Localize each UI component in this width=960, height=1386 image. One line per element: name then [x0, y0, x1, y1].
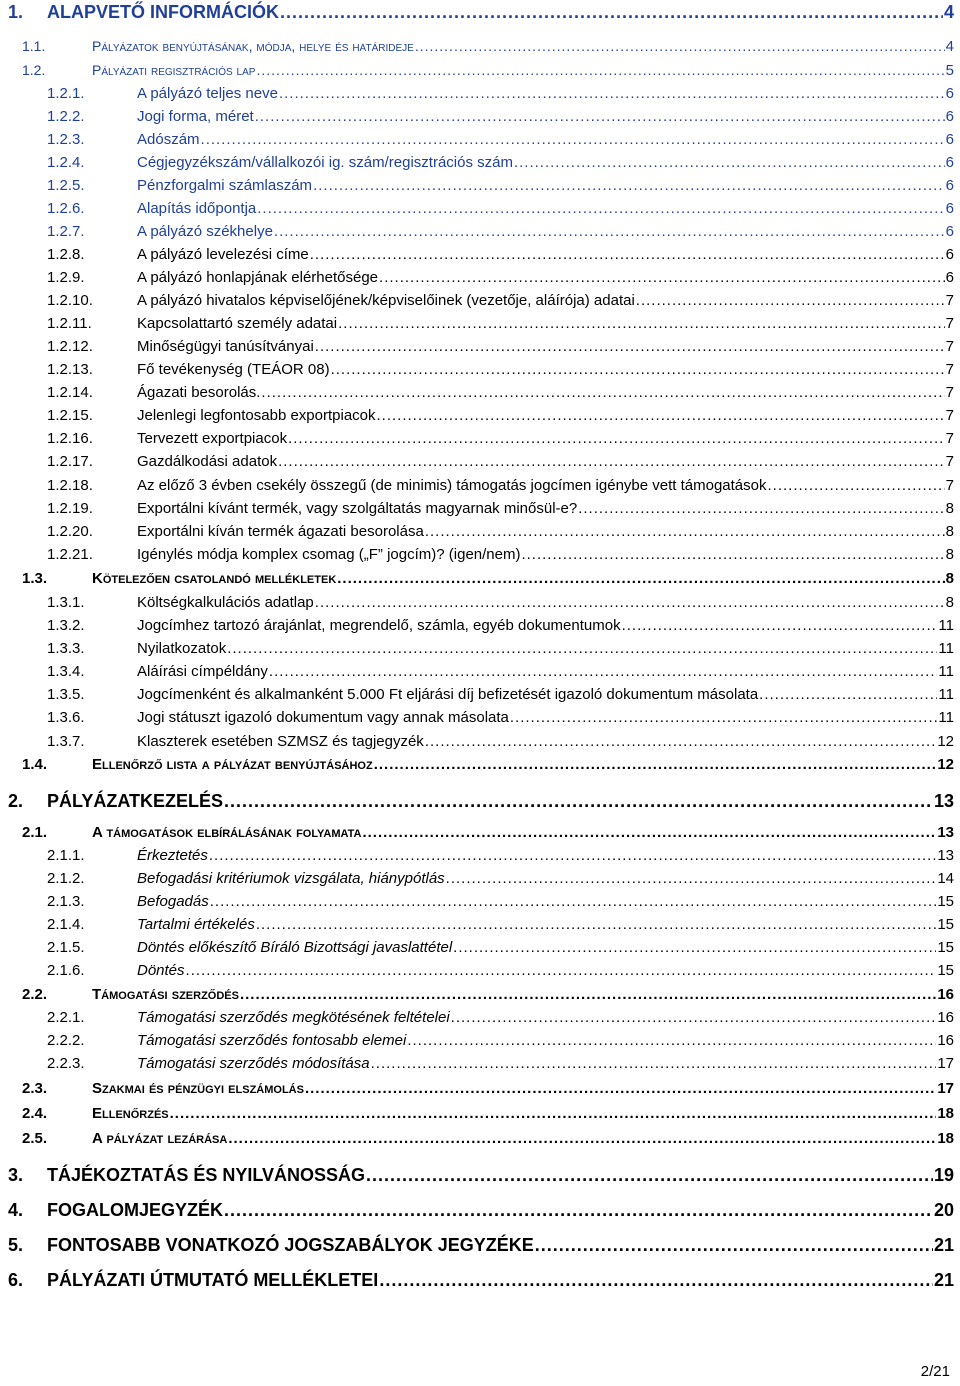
toc-entry[interactable] [0, 663, 960, 680]
toc-entry[interactable] [0, 1200, 960, 1221]
toc-entry-page: 16 [937, 1009, 954, 1026]
toc-entry-title: Ellenőrző lista a pályázat benyújtásához [92, 756, 373, 773]
toc-entry[interactable] [0, 824, 960, 841]
toc-entry-number: 1.2.21. [47, 546, 93, 563]
toc-entry-number: 2.2.3. [47, 1055, 85, 1072]
toc-entry-page: 6 [945, 246, 954, 263]
dot-leader [768, 477, 945, 494]
toc-entry-title: Érkeztetés [137, 847, 208, 864]
toc-entry-number: 1.2.15. [47, 407, 93, 424]
toc-entry-page: 7 [945, 384, 954, 401]
dot-leader [446, 870, 937, 887]
toc-entry-number: 1.2.5. [47, 177, 85, 194]
toc-entry[interactable] [0, 246, 960, 263]
toc-entry-title: Jogi státuszt igazoló dokumentum vagy annak másolata [137, 709, 509, 726]
dot-leader [269, 663, 938, 680]
toc-entry[interactable] [0, 361, 960, 378]
dot-leader [315, 338, 945, 355]
toc-entry[interactable] [0, 223, 960, 240]
dot-leader [256, 916, 936, 933]
toc-entry-number: 1.2.11. [47, 315, 92, 332]
toc-entry[interactable] [0, 640, 960, 657]
toc-entry[interactable] [0, 1009, 960, 1026]
toc-entry-title: Jogi forma, méret [137, 108, 254, 125]
toc-entry[interactable] [0, 154, 960, 171]
page-number: 2/21 [920, 1363, 950, 1380]
toc-entry-number: 2.1.1. [47, 847, 85, 864]
toc-entry-page: 12 [937, 756, 954, 773]
toc-entry-page: 8 [945, 594, 954, 611]
toc-entry-page: 15 [937, 939, 954, 956]
toc-entry[interactable] [0, 1270, 960, 1291]
toc-entry-title: Pályázatok benyújtásának, módja, helye és határideje [92, 38, 414, 54]
toc-entry-page: 8 [945, 570, 954, 587]
toc-entry-title: Alapítás időpontja [137, 200, 257, 217]
dot-leader [622, 617, 938, 634]
toc-entry-title: Befogadás [137, 893, 209, 910]
dot-leader [407, 1032, 936, 1049]
toc-entry[interactable] [0, 477, 960, 494]
dot-leader [255, 108, 945, 125]
toc-entry[interactable] [0, 893, 960, 910]
toc-entry-number: 1.2.18. [47, 477, 93, 494]
toc-entry-page: 13 [933, 791, 954, 811]
toc-entry-number: 1.2.4. [47, 154, 85, 171]
toc-entry[interactable] [0, 62, 960, 79]
toc-entry[interactable] [0, 916, 960, 933]
toc-entry-page: 17 [937, 1080, 954, 1097]
toc-entry[interactable] [0, 131, 960, 148]
toc-entry-title: Ágazati besorolás. [137, 384, 261, 401]
dot-leader [288, 430, 945, 447]
toc-entry-page: 6 [945, 131, 954, 148]
toc-entry-title: PÁLYÁZATKEZELÉS [47, 791, 224, 811]
dot-leader [362, 824, 936, 841]
toc-entry[interactable] [0, 407, 960, 424]
toc-entry-number: 1.3.6. [47, 709, 85, 726]
dot-leader [371, 1055, 937, 1072]
toc-entry-number: 1.3.5. [47, 686, 85, 703]
toc-entry-page: 13 [937, 847, 954, 864]
toc-entry-title: Fő tevékenység (TEÁOR 08) [137, 361, 330, 378]
toc-entry-title: Exportálni kívánt termék, vagy szolgáltatás magyarnak minősül-e? [137, 500, 578, 517]
toc-entry-number: 1.4. [22, 756, 48, 773]
toc-entry-number: 3. [8, 1165, 24, 1185]
toc-entry[interactable] [0, 177, 960, 194]
toc-entry[interactable] [0, 986, 960, 1003]
toc-entry-number: 1.2.2. [47, 108, 85, 125]
dot-leader [759, 686, 937, 703]
toc-entry[interactable] [0, 1130, 960, 1147]
toc-entry-number: 1.3.7. [47, 733, 85, 750]
toc-entry-page: 16 [937, 986, 954, 1003]
toc-entry-number: 1.2.8. [47, 246, 85, 263]
dot-leader [510, 709, 938, 726]
toc-entry[interactable] [0, 269, 960, 286]
toc-entry-number: 1.2.6. [47, 200, 85, 217]
toc-entry-title: Exportálni kíván termék ágazati besorolása [137, 523, 424, 540]
toc-entry-page: 21 [933, 1235, 954, 1255]
toc-entry-number: 2.1.3. [47, 893, 85, 910]
toc-entry-number: 2.2.2. [47, 1032, 85, 1049]
toc-entry-number: 1.2.3. [47, 131, 85, 148]
toc-entry-page: 6 [945, 177, 954, 194]
toc-entry-page: 6 [945, 200, 954, 217]
dot-leader [377, 407, 945, 424]
toc-entry-number: 1.2.1. [47, 85, 85, 102]
dot-leader [514, 154, 945, 171]
toc-entry-title: A pályázó levelezési címe [137, 246, 309, 263]
toc-entry-page: 11 [938, 686, 954, 703]
dot-leader [453, 939, 936, 956]
toc-entry-title: Adószám [137, 131, 200, 148]
toc-entry[interactable] [0, 384, 960, 401]
dot-leader [201, 131, 945, 148]
toc-entry-page: 4 [943, 2, 954, 22]
toc-entry-page: 15 [937, 916, 954, 933]
toc-entry-page: 7 [945, 292, 954, 309]
dot-leader [280, 2, 943, 23]
toc-entry-page: 11 [938, 709, 954, 726]
toc-entry[interactable] [0, 709, 960, 726]
toc-entry-number: 1.3.1. [47, 594, 85, 611]
toc-entry-number: 2.1.2. [47, 870, 85, 887]
toc-entry-page: 7 [945, 361, 954, 378]
toc-entry-title: Tervezett exportpiacok [137, 430, 288, 447]
toc-entry[interactable] [0, 617, 960, 634]
dot-leader [256, 62, 944, 78]
toc-entry-title: TÁJÉKOZTATÁS ÉS NYILVÁNOSSÁG [47, 1165, 366, 1185]
toc-entry[interactable] [0, 847, 960, 864]
toc-entry-page: 6 [945, 85, 954, 102]
toc-entry-number: 2.1.4. [47, 916, 85, 933]
toc-entry[interactable] [0, 1080, 960, 1097]
toc-entry[interactable] [0, 108, 960, 125]
toc-entry-title: A pályázó honlapjának elérhetősége [137, 269, 379, 286]
toc-entry-number: 2.1.6. [47, 962, 85, 979]
toc-entry-title: Aláírási címpéldány [137, 663, 268, 680]
toc-entry[interactable] [0, 594, 960, 611]
dot-leader [224, 791, 933, 812]
toc-entry-number: 2.2. [22, 986, 48, 1003]
toc-entry-page: 21 [933, 1270, 954, 1290]
toc-entry-title: Szakmai és pénzügyi elszámolás [92, 1080, 304, 1097]
dot-leader [331, 361, 945, 378]
toc-entry[interactable] [0, 2, 960, 23]
dot-leader [186, 962, 937, 979]
toc-entry-title: Pénzforgalmi számlaszám [137, 177, 313, 194]
dot-leader [240, 986, 936, 1003]
dot-leader [379, 269, 945, 286]
dot-leader [337, 570, 944, 587]
dot-leader [315, 594, 945, 611]
toc-entry-title: Költségkalkulációs adatlap [137, 594, 314, 611]
toc-entry-page: 19 [933, 1165, 954, 1185]
toc-entry-number: 1.3. [22, 570, 48, 587]
toc-entry-title: A pályázó székhelye [137, 223, 273, 240]
toc-entry-number: 1.2.17. [47, 453, 93, 470]
toc-entry-page: 6 [945, 223, 954, 240]
toc-entry-number: 2.4. [22, 1105, 48, 1122]
toc-entry-title: Támogatási szerződés fontosabb elemei [137, 1032, 407, 1049]
toc-entry-title: Pályázati regisztrációs lap [92, 62, 256, 78]
toc-entry-page: 11 [938, 640, 954, 657]
toc-entry[interactable] [0, 200, 960, 217]
dot-leader [425, 733, 937, 750]
toc-entry-page: 6 [945, 154, 954, 171]
toc-entry-title: Befogadási kritériumok vizsgálata, hiánypótlás [137, 870, 445, 887]
toc-entry[interactable] [0, 870, 960, 887]
toc-entry-page: 7 [945, 407, 954, 424]
toc-entry-title: Jelenlegi legfontosabb exportpiacok [137, 407, 376, 424]
toc-entry-title: Jogcímenként és alkalmanként 5.000 Ft eljárási díj befizetését igazoló dokumentum másolata [137, 686, 759, 703]
toc-entry[interactable] [0, 733, 960, 750]
toc-entry-number: 1.2. [22, 62, 46, 78]
toc-entry[interactable] [0, 962, 960, 979]
dot-leader [313, 177, 945, 194]
dot-leader [366, 1165, 933, 1186]
toc-entry-number: 1.2.19. [47, 500, 93, 517]
toc-entry-page: 7 [945, 430, 954, 447]
toc-entry-title: Nyilatkozatok [137, 640, 227, 657]
toc-entry-number: 5. [8, 1235, 24, 1255]
toc-entry[interactable] [0, 85, 960, 102]
toc-entry-title: Támogatási szerződés megkötésének feltételei [137, 1009, 450, 1026]
dot-leader [636, 292, 945, 309]
toc-entry-page: 6 [945, 269, 954, 286]
toc-entry-title: Kapcsolattartó személy adatai [137, 315, 338, 332]
toc-entry-number: 1. [8, 2, 24, 22]
toc-entry-title: Döntés előkészítő Bíráló Bizottsági javaslattétel [137, 939, 453, 956]
toc-entry-page: 17 [937, 1055, 954, 1072]
dot-leader [374, 756, 937, 773]
toc-entry-number: 2. [8, 791, 24, 811]
toc-entry-page: 8 [945, 523, 954, 540]
toc-entry[interactable] [0, 523, 960, 540]
toc-entry-number: 1.2.10. [47, 292, 93, 309]
toc-entry-title: Döntés [137, 962, 185, 979]
dot-leader [310, 246, 945, 263]
toc-entry-number: 1.2.12. [47, 338, 93, 355]
toc-entry-page: 5 [945, 62, 954, 79]
toc-entry-title: A pályázó teljes neve [137, 85, 278, 102]
toc-entry[interactable] [0, 686, 960, 703]
toc-entry[interactable] [0, 1055, 960, 1072]
toc-entry-page: 11 [938, 663, 954, 680]
toc-entry-page: 11 [938, 617, 954, 634]
dot-leader [415, 38, 945, 54]
toc-entry-page: 8 [945, 546, 954, 563]
dot-leader [209, 847, 936, 864]
toc-entry-page: 7 [945, 338, 954, 355]
toc-entry-title: Igénylés módja komplex csomag („F” jogcím)? (igen/nem) [137, 546, 521, 563]
toc-entry-page: 7 [945, 453, 954, 470]
toc-entry-page: 13 [937, 824, 954, 841]
toc-entry-title: FOGALOMJEGYZÉK [47, 1200, 224, 1220]
dot-leader [521, 546, 944, 563]
toc-entry[interactable] [0, 430, 960, 447]
toc-entry-title: Az előző 3 évben csekély összegű (de minimis) támogatás jogcímen igénybe vett támogatások [137, 477, 767, 494]
toc-entry-number: 2.2.1. [47, 1009, 85, 1026]
toc-entry-title: Gazdálkodási adatok [137, 453, 278, 470]
toc-entry-title: Kötelezően csatolandó mellékletek [92, 570, 337, 587]
toc-entry-title: Ellenőrzés [92, 1105, 169, 1122]
toc-entry-number: 2.5. [22, 1130, 48, 1147]
toc-entry-number: 1.2.16. [47, 430, 93, 447]
toc-entry-title: FONTOSABB VONATKOZÓ JOGSZABÁLYOK JEGYZÉKE [47, 1235, 534, 1255]
toc-entry-page: 7 [945, 315, 954, 332]
dot-leader [210, 893, 937, 910]
toc-entry-page: 12 [937, 733, 954, 750]
toc-entry[interactable] [0, 570, 960, 587]
toc-entry[interactable] [0, 791, 960, 812]
dot-leader [338, 315, 945, 332]
toc-entry-page: 15 [937, 893, 954, 910]
dot-leader [535, 1235, 933, 1256]
toc-entry-number: 1.3.3. [47, 640, 85, 657]
dot-leader [228, 1130, 936, 1147]
toc-entry-number: 1.2.20. [47, 523, 93, 540]
toc-entry-number: 4. [8, 1200, 24, 1220]
toc-entry-page: 18 [937, 1130, 954, 1147]
dot-leader [278, 453, 945, 470]
toc-entry[interactable] [0, 1032, 960, 1049]
toc-entry-number: 1.3.2. [47, 617, 85, 634]
dot-leader [261, 384, 944, 401]
toc-entry-page: 4 [945, 38, 954, 55]
toc-entry-page: 7 [945, 477, 954, 494]
dot-leader [274, 223, 945, 240]
toc-entry-number: 1.2.14. [47, 384, 93, 401]
toc-entry[interactable] [0, 292, 960, 309]
toc-entry-page: 18 [937, 1105, 954, 1122]
toc-entry-number: 2.1. [22, 824, 48, 841]
dot-leader [578, 500, 944, 517]
toc-entry-number: 2.3. [22, 1080, 48, 1097]
toc-entry[interactable] [0, 1235, 960, 1256]
toc-entry-title: A támogatások elbírálásának folyamata [92, 824, 362, 841]
toc-entry[interactable] [0, 939, 960, 956]
toc-entry-number: 1.2.9. [47, 269, 85, 286]
toc-entry[interactable] [0, 315, 960, 332]
dot-leader [451, 1009, 937, 1026]
toc-entry-number: 2.1.5. [47, 939, 85, 956]
toc-entry[interactable] [0, 453, 960, 470]
toc-entry-title: Támogatási szerződés [92, 986, 239, 1003]
toc-entry-number: 6. [8, 1270, 24, 1290]
toc-entry-page: 6 [945, 108, 954, 125]
dot-leader [305, 1080, 936, 1097]
toc-entry[interactable] [0, 756, 960, 773]
toc-entry-number: 1.1. [22, 38, 46, 54]
toc-entry-page: 14 [937, 870, 954, 887]
toc-entry-title: Jogcímhez tartozó árajánlat, megrendelő, számla, egyéb dokumentumok [137, 617, 621, 634]
toc-entry-page: 16 [937, 1032, 954, 1049]
toc-entry-title: A pályázat lezárása [92, 1130, 228, 1147]
toc-entry[interactable] [0, 38, 960, 55]
toc-entry[interactable] [0, 1105, 960, 1122]
toc-entry-title: Klaszterek esetében SZMSZ és tagjegyzék [137, 733, 424, 750]
dot-leader [279, 85, 945, 102]
toc-entry-title: ALAPVETŐ INFORMÁCIÓK [47, 2, 279, 22]
toc-entry[interactable] [0, 546, 960, 563]
toc-entry-title: Támogatási szerződés módosítása [137, 1055, 370, 1072]
toc-entry-title: Minőségügyi tanúsítványai [137, 338, 314, 355]
dot-leader [379, 1270, 933, 1291]
toc-entry-page: 8 [945, 500, 954, 517]
dot-leader [224, 1200, 933, 1221]
toc-entry-page: 15 [937, 962, 954, 979]
dot-leader [170, 1105, 937, 1122]
toc-entry-number: 1.2.13. [47, 361, 93, 378]
dot-leader [227, 640, 937, 657]
dot-leader [425, 523, 945, 540]
toc-entry-title: A pályázó hivatalos képviselőjének/képviselőinek (vezetője, aláírója) adatai [137, 292, 635, 309]
toc-entry[interactable] [0, 500, 960, 517]
toc-entry-title: Tartalmi értékelés [137, 916, 255, 933]
toc-entry[interactable] [0, 338, 960, 355]
toc-entry[interactable] [0, 1165, 960, 1186]
toc-entry-page: 20 [933, 1200, 954, 1220]
toc-entry-title: Cégjegyzékszám/vállalkozói ig. szám/regisztrációs szám [137, 154, 513, 171]
toc-entry-title: PÁLYÁZATI ÚTMUTATÓ MELLÉKLETEI [47, 1270, 379, 1290]
toc-entry-number: 1.2.7. [47, 223, 85, 240]
toc-entry-number: 1.3.4. [47, 663, 85, 680]
dot-leader [257, 200, 944, 217]
